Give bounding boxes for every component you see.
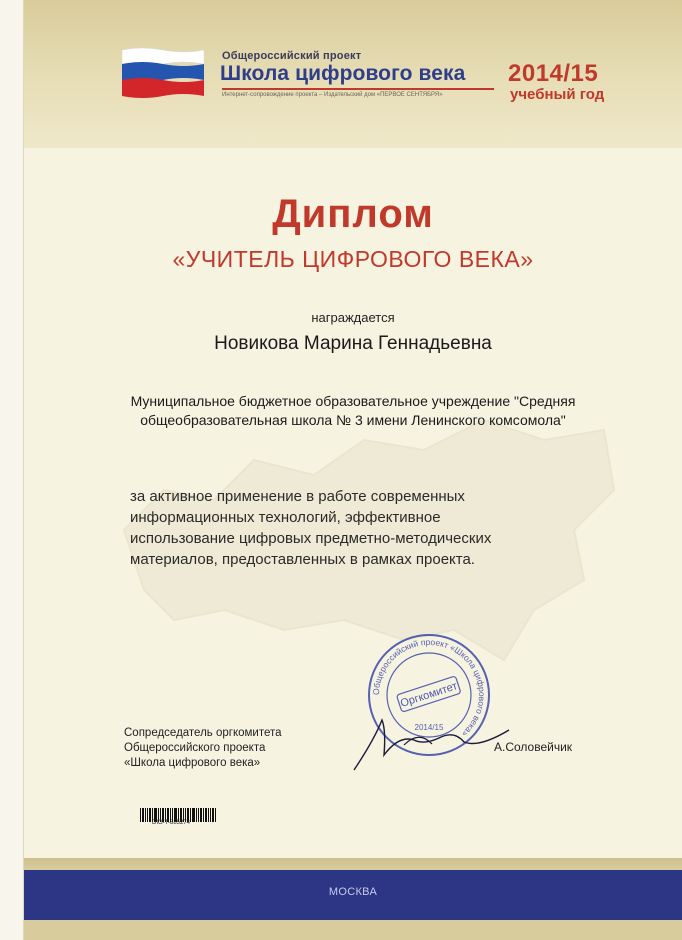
project-name: Школа цифрового века <box>220 62 466 85</box>
footer-city: МОСКВА <box>328 886 378 898</box>
institution-line: общеобразовательная школа № 3 имени Ленинского комсомола" <box>140 412 566 428</box>
award-reason <box>130 486 560 570</box>
reason-line: информационных технологий, эффективное <box>130 509 441 526</box>
svg-text:Общероссийский проект «Школа ц: Общероссийский проект «Школа цифрового века» <box>370 636 488 740</box>
project-divider <box>222 88 494 90</box>
project-tagline: Интернет-сопровождение проекта – Издательский дом «ПЕРВОЕ СЕНТЯБРЯ» <box>222 92 443 98</box>
reason-line: за активное применение в работе современных <box>130 488 465 505</box>
russian-flag-icon <box>122 46 204 98</box>
cochair-line: Сопредседатель оргкомитета <box>124 727 282 739</box>
barcode-id: DIG-T-885274 <box>152 820 191 826</box>
recipient-name: Новикова Марина Геннадьевна <box>214 333 492 354</box>
footer-gold-stripe <box>24 858 682 870</box>
diploma-title: Диплом <box>272 192 434 236</box>
signer-name: А.Соловейчик <box>494 740 573 754</box>
svg-text:2014/15: 2014/15 <box>414 723 444 732</box>
footer-bottom-stripe <box>24 920 682 940</box>
svg-text:Оргкомитет: Оргкомитет <box>399 680 459 710</box>
diploma-subtitle: «УЧИТЕЛЬ ЦИФРОВОГО ВЕКА» <box>172 246 534 272</box>
cochair-line: «Школа цифрового века» <box>124 757 261 769</box>
institution-line: Муниципальное бюджетное образовательное учреждение "Средняя <box>130 393 576 409</box>
cochair-title <box>124 726 344 771</box>
project-label: Общероссийский проект <box>222 50 362 62</box>
reason-line: использование цифровых предметно-методических <box>130 530 492 547</box>
academic-year-label: учебный год <box>510 86 605 103</box>
awarded-label: награждается <box>311 310 395 325</box>
cochair-line: Общероссийского проекта <box>124 742 266 754</box>
diploma-page <box>24 0 682 940</box>
academic-year: 2014/15 <box>508 60 599 87</box>
signature <box>344 700 514 780</box>
institution-name <box>64 392 642 430</box>
reason-line: материалов, предоставленных в рамках проекта. <box>130 551 475 568</box>
